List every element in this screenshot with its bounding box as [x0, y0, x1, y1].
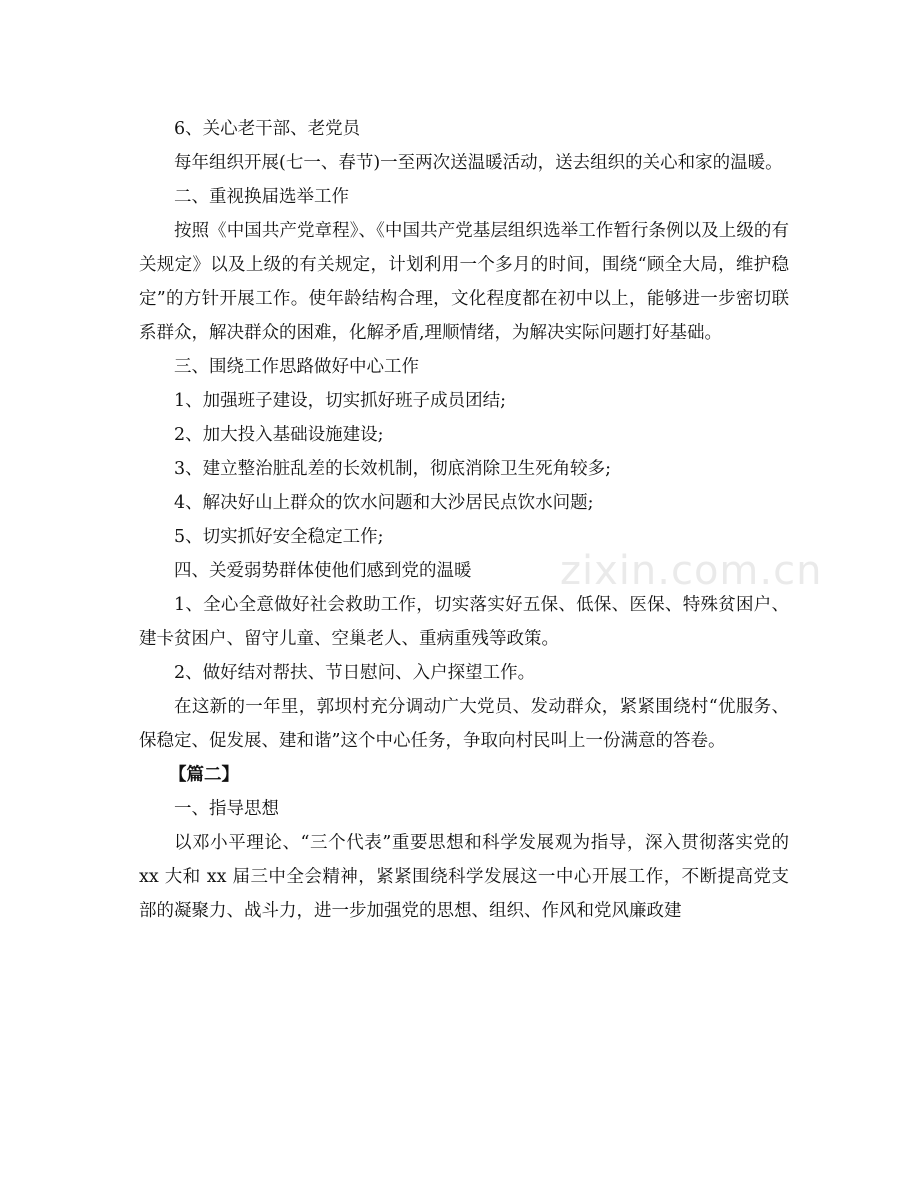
list-item: 3、建立整治脏乱差的长效机制，彻底消除卫生死角较多; [174, 459, 612, 479]
watermark-text: zixin.com.cn [560, 548, 823, 594]
list-item: 5、切实抓好安全稳定工作; [174, 527, 384, 547]
item-care-veterans: 6、关心老干部、老党员 [174, 119, 361, 139]
document-body [139, 112, 789, 928]
heading-central-work: 三、围绕工作思路做好中心工作 [174, 357, 419, 377]
list-item: 2、做好结对帮扶、节日慰问、入户探望工作。 [174, 663, 536, 683]
paragraph-new-year: 在这新的一年里，郭坝村充分调动广大党员、发动群众，紧紧围绕村“优服务、保稳定、促发展、建和谐”这个中心任务，争取向村民叫上一份满意的答卷。 [139, 697, 789, 751]
list-item: 1、加强班子建设，切实抓好班子成员团结; [174, 391, 507, 411]
heading-election-work: 二、重视换届选举工作 [174, 187, 349, 207]
list-item: 1、全心全意做好社会救助工作，切实落实好五保、低保、医保、特殊贫困户、建卡贫困户、留守儿童、空巢老人、重病重残等政策。 [139, 595, 789, 649]
list-item: 4、解决好山上群众的饮水问题和大沙居民点饮水问题; [174, 493, 594, 513]
paragraph-election-plan: 按照《中国共产党章程》、《中国共产党基层组织选举工作暂行条例以及上级的有关规定》以及上级的有关规定，计划利用一个多月的时间，围绕“顾全大局，维护稳定”的方针开展工作。使年龄结构合理，文化程度都在初中以上，能够进一步密切联系群众，解决群众的困难，化解矛盾,理顺情绪，为解决实际问题打好基础。 [139, 221, 789, 343]
heading-care-vulnerable: 四、关爱弱势群体使他们感到党的温暖 [174, 561, 472, 581]
list-item: 2、加大投入基础设施建设; [174, 425, 384, 445]
heading-guiding-ideology: 一、指导思想 [174, 799, 279, 819]
paragraph-guiding-ideology: 以邓小平理论、“三个代表”重要思想和科学发展观为指导，深入贯彻落实党的 xx 大和 xx 届三中全会精神，紧紧围绕科学发展这一中心开展工作，不断提高党支部的凝聚力、战斗力，进一步加强党的思想、组织、作风和党风廉政建 [139, 833, 789, 921]
paragraph-warmth-activities: 每年组织开展(七一、春节)一至两次送温暖活动，送去组织的关心和家的温暖。 [174, 153, 783, 173]
section-tag-part-two: 【篇二】 [169, 765, 239, 785]
